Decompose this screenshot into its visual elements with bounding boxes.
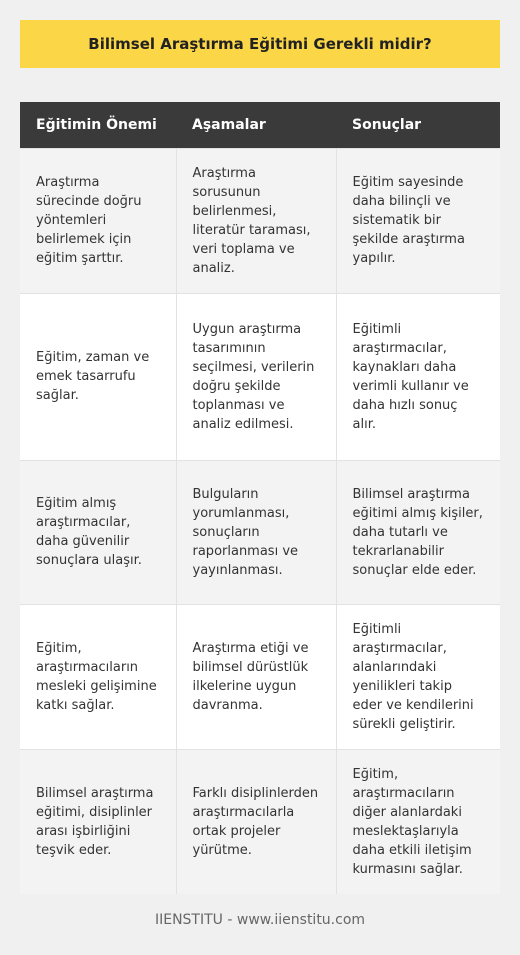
cell-importance: Eğitim, zaman ve emek tasarrufu sağlar. <box>20 293 176 460</box>
comparison-table-container <box>20 102 500 894</box>
cell-importance: Eğitim almış araştırmacılar, daha güvenilir sonuçlara ulaşır. <box>20 460 176 604</box>
cell-stages: Uygun araştırma tasarımının seçilmesi, verilerin doğru şekilde toplanması ve analiz edilmesi. <box>176 293 336 460</box>
table-row <box>20 148 500 293</box>
cell-results: Eğitimli araştırmacılar, kaynakları daha verimli kullanır ve daha hızlı sonuç alır. <box>336 293 500 460</box>
cell-results: Eğitimli araştırmacılar, alanlarındaki yenilikleri takip eder ve kendilerini sürekli geliştirir. <box>336 604 500 749</box>
title-banner <box>20 20 500 68</box>
cell-results: Bilimsel araştırma eğitimi almış kişiler, daha tutarlı ve tekrarlanabilir sonuçlar elde eder. <box>336 460 500 604</box>
cell-stages: Araştırma etiği ve bilimsel dürüstlük ilkelerine uygun davranma. <box>176 604 336 749</box>
cell-stages: Bulguların yorumlanması, sonuçların raporlanması ve yayınlanması. <box>176 460 336 604</box>
table-header-row <box>20 102 500 148</box>
footer-credit: IIENSTITU - www.iienstitu.com <box>154 912 366 928</box>
comparison-table <box>20 102 500 894</box>
table-row <box>20 604 500 749</box>
cell-results: Eğitim sayesinde daha bilinçli ve sistematik bir şekilde araştırma yapılır. <box>336 148 500 293</box>
cell-importance: Bilimsel araştırma eğitimi, disiplinler arası işbirliğini teşvik eder. <box>20 749 176 894</box>
header-results: Sonuçlar <box>336 102 500 148</box>
table-row <box>20 460 500 604</box>
cell-results: Eğitim, araştırmacıların diğer alanlardaki meslektaşlarıyla daha etkili iletişim kurmasını sağlar. <box>336 749 500 894</box>
table-row <box>20 293 500 460</box>
table-row <box>20 749 500 894</box>
header-stages: Aşamalar <box>176 102 336 148</box>
page-title: Bilimsel Araştırma Eğitimi Gerekli midir? <box>88 35 432 53</box>
cell-importance: Eğitim, araştırmacıların mesleki gelişimine katkı sağlar. <box>20 604 176 749</box>
cell-importance: Araştırma sürecinde doğru yöntemleri belirlemek için eğitim şarttır. <box>20 148 176 293</box>
cell-stages: Farklı disiplinlerden araştırmacılarla ortak projeler yürütme. <box>176 749 336 894</box>
cell-stages: Araştırma sorusunun belirlenmesi, literatür taraması, veri toplama ve analiz. <box>176 148 336 293</box>
header-importance: Eğitimin Önemi <box>20 102 176 148</box>
